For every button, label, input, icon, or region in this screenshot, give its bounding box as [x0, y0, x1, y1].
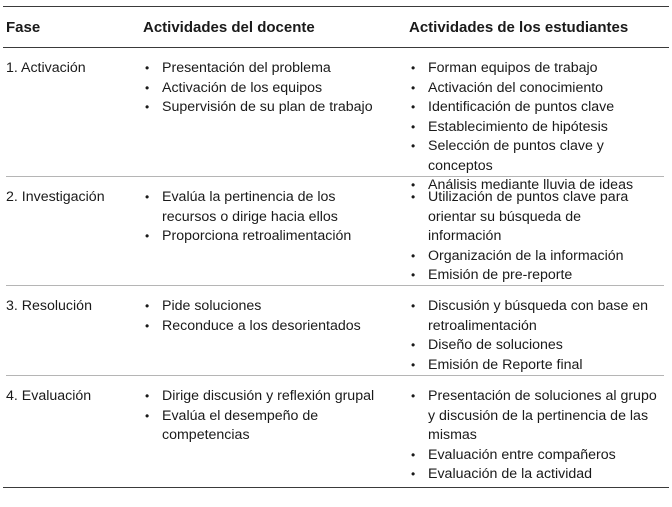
phase-label: 3. Resolución [6, 298, 92, 314]
list-item: • Selección de puntos clave y conceptos [409, 137, 669, 176]
list-item: • Activación de los equipos [143, 79, 409, 99]
list-item: • Presentación de soluciones al grupo y discusión de la pertinencia de las mismas [409, 387, 665, 446]
docente-list [143, 297, 409, 336]
header-estudiantes: Actividades de los estudiantes [409, 18, 629, 36]
table-row-evaluacion [3, 376, 669, 487]
list-item: • Dirige discusión y reflexión grupal [143, 387, 399, 407]
estudiantes-list [409, 59, 669, 196]
list-item: • Reconduce a los desorientados [143, 317, 409, 337]
list-item: • Evaluación de la actividad [409, 465, 665, 485]
docente-list [143, 59, 409, 118]
list-item: • Proporciona retroalimentación [143, 227, 369, 247]
table-row-investigacion [3, 177, 669, 285]
list-item: • Evaluación entre compañeros [409, 446, 665, 466]
list-item: • Organización de la información [409, 247, 649, 267]
list-item: • Forman equipos de trabajo [409, 59, 669, 79]
table-header [3, 7, 669, 47]
header-fase: Fase [6, 18, 41, 36]
list-item: • Identificación de puntos clave [409, 98, 669, 118]
phase-label: 2. Investigación [6, 189, 105, 205]
docente-list [143, 188, 369, 247]
phase-label: 4. Evaluación [6, 388, 92, 404]
list-item: • Evalúa el desempeño de competencias [143, 407, 399, 446]
list-item: • Emisión de Reporte final [409, 356, 657, 376]
bottom-rule [3, 487, 669, 488]
phase-label: 1. Activación [6, 60, 86, 76]
header-docente: Actividades del docente [143, 18, 315, 36]
list-item: • Establecimiento de hipótesis [409, 118, 669, 138]
estudiantes-list [409, 188, 649, 286]
activities-table [3, 6, 669, 488]
list-item: • Utilización de puntos clave para orientar su búsqueda de información [409, 188, 649, 247]
docente-list [143, 387, 399, 446]
list-item: • Análisis mediante lluvia de ideas [409, 176, 669, 196]
list-item: • Activación del conocimiento [409, 79, 669, 99]
table-row-activacion [3, 48, 669, 193]
list-item: • Supervisión de su plan de trabajo [143, 98, 409, 118]
list-item: • Pide soluciones [143, 297, 409, 317]
table-row-resolucion [3, 286, 669, 375]
list-item: • Discusión y búsqueda con base en retroalimentación [409, 297, 657, 336]
list-item: • Presentación del problema [143, 59, 409, 79]
estudiantes-list [409, 387, 665, 485]
list-item: • Emisión de pre-reporte [409, 266, 649, 286]
list-item: • Evalúa la pertinencia de los recursos o dirige hacia ellos [143, 188, 369, 227]
list-item: • Diseño de soluciones [409, 336, 657, 356]
estudiantes-list [409, 297, 657, 375]
